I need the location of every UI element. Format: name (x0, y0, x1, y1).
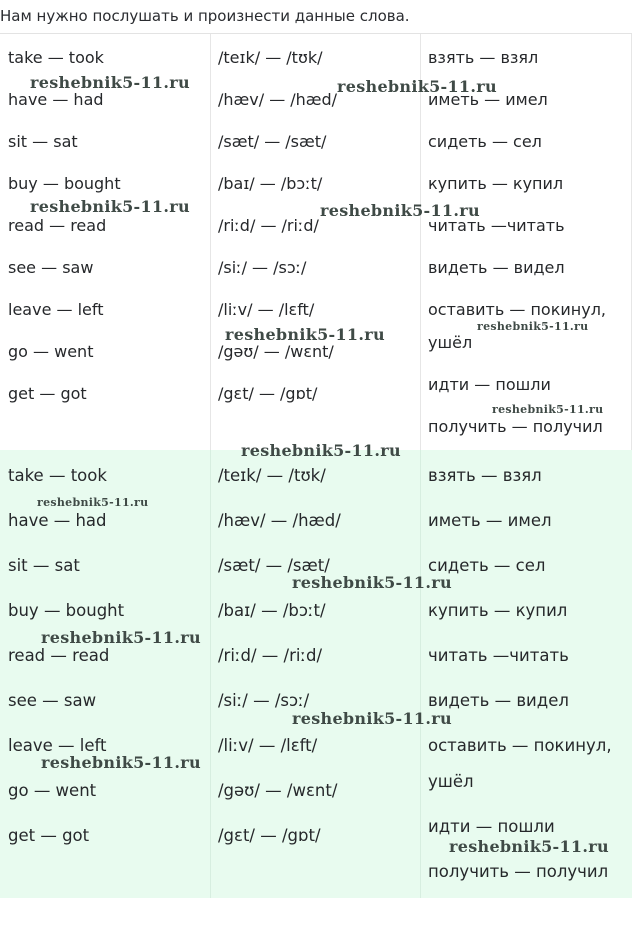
table-cell: ушёл (428, 333, 473, 352)
table-cell: /teɪk/ — /tʊk/ (218, 466, 326, 485)
russian-column (420, 34, 632, 451)
table-cell: /siː/ — /sɔː/ (218, 258, 307, 277)
watermark: reshebnik5-11.ru (41, 628, 201, 647)
table-cell: сидеть — сел (428, 132, 542, 151)
table-cell: идти — пошли (428, 375, 551, 394)
table-cell: /liːv/ — /lɛft/ (218, 736, 318, 755)
english-column (0, 34, 211, 451)
table-cell: see — saw (8, 691, 97, 710)
table-cell: идти — пошли (428, 817, 555, 836)
watermark: reshebnik5-11.ru (30, 197, 190, 216)
table-cell: /hæv/ — /hæd/ (218, 90, 338, 109)
table-cell: оставить — покинул, (428, 736, 612, 755)
watermark: reshebnik5-11.ru (292, 709, 452, 728)
table-cell: взять — взял (428, 466, 542, 485)
table-cell: видеть — видел (428, 258, 565, 277)
watermark: reshebnik5-11.ru (337, 77, 497, 96)
table-cell: взять — взял (428, 48, 539, 67)
table-cell: /gəʊ/ — /wɛnt/ (218, 781, 338, 800)
table-cell: sit — sat (8, 556, 80, 575)
table-cell: /gɛt/ — /gɒt/ (218, 384, 318, 403)
table-cell: оставить — покинул, (428, 300, 607, 319)
table-cell: /siː/ — /sɔː/ (218, 691, 310, 710)
table-cell: /baɪ/ — /bɔːt/ (218, 174, 323, 193)
table-cell: have — had (8, 90, 104, 109)
watermark: reshebnik5-11.ru (241, 441, 401, 460)
table-cell: see — saw (8, 258, 94, 277)
russian-column (420, 450, 631, 898)
translation-table-1 (0, 33, 632, 451)
watermark: reshebnik5-11.ru (449, 837, 609, 856)
table-cell: take — took (8, 48, 104, 67)
english-column (0, 450, 211, 898)
watermark: reshebnik5-11.ru (320, 201, 480, 220)
table-cell: leave — left (8, 736, 107, 755)
watermark: reshebnik5-11.ru (30, 73, 190, 92)
table-cell: иметь — имел (428, 511, 552, 530)
watermark: reshebnik5-11.ru (225, 325, 385, 344)
transcription-column (210, 34, 421, 451)
table-cell: read — read (8, 646, 110, 665)
table-cell: /teɪk/ — /tʊk/ (218, 48, 323, 67)
table-cell: get — got (8, 384, 87, 403)
table-cell: ушёл (428, 772, 474, 791)
translation-table-2 (0, 450, 632, 898)
table-cell: /hæv/ — /hæd/ (218, 511, 341, 530)
table-cell: /sæt/ — /sæt/ (218, 556, 330, 575)
table-cell: видеть — видел (428, 691, 569, 710)
table-cell: buy — bought (8, 174, 121, 193)
table-cell: get — got (8, 826, 90, 845)
table-cell: читать —читать (428, 216, 565, 235)
transcription-column (210, 450, 421, 898)
table-cell: /riːd/ — /riːd/ (218, 216, 319, 235)
watermark: reshebnik5-11.ru (492, 403, 604, 416)
table-cell: читать —читать (428, 646, 569, 665)
table-cell: take — took (8, 466, 107, 485)
table-cell: /riːd/ — /riːd/ (218, 646, 323, 665)
table-cell: сидеть — сел (428, 556, 546, 575)
table-cell: получить — получил (428, 417, 603, 436)
table-cell: leave — left (8, 300, 104, 319)
table-cell: /baɪ/ — /bɔːt/ (218, 601, 326, 620)
watermark: reshebnik5-11.ru (37, 496, 149, 509)
table-cell: купить — купил (428, 174, 564, 193)
table-cell: buy — bought (8, 601, 125, 620)
table-cell: have — had (8, 511, 107, 530)
watermark: reshebnik5-11.ru (477, 320, 589, 333)
table-cell: иметь — имел (428, 90, 548, 109)
table-cell: go — went (8, 342, 94, 361)
watermark: reshebnik5-11.ru (292, 573, 452, 592)
table-cell: купить — купил (428, 601, 568, 620)
table-cell: /gəʊ/ — /wɛnt/ (218, 342, 334, 361)
watermark: reshebnik5-11.ru (41, 753, 201, 772)
table-cell: read — read (8, 216, 107, 235)
table-cell: получить — получил (428, 862, 609, 881)
table-cell: /gɛt/ — /gɒt/ (218, 826, 321, 845)
intro-text: Нам нужно послушать и произнести данные слова. (0, 7, 410, 25)
table-cell: go — went (8, 781, 97, 800)
table-cell: sit — sat (8, 132, 78, 151)
table-cell: /liːv/ — /lɛft/ (218, 300, 315, 319)
table-cell: /sæt/ — /sæt/ (218, 132, 327, 151)
